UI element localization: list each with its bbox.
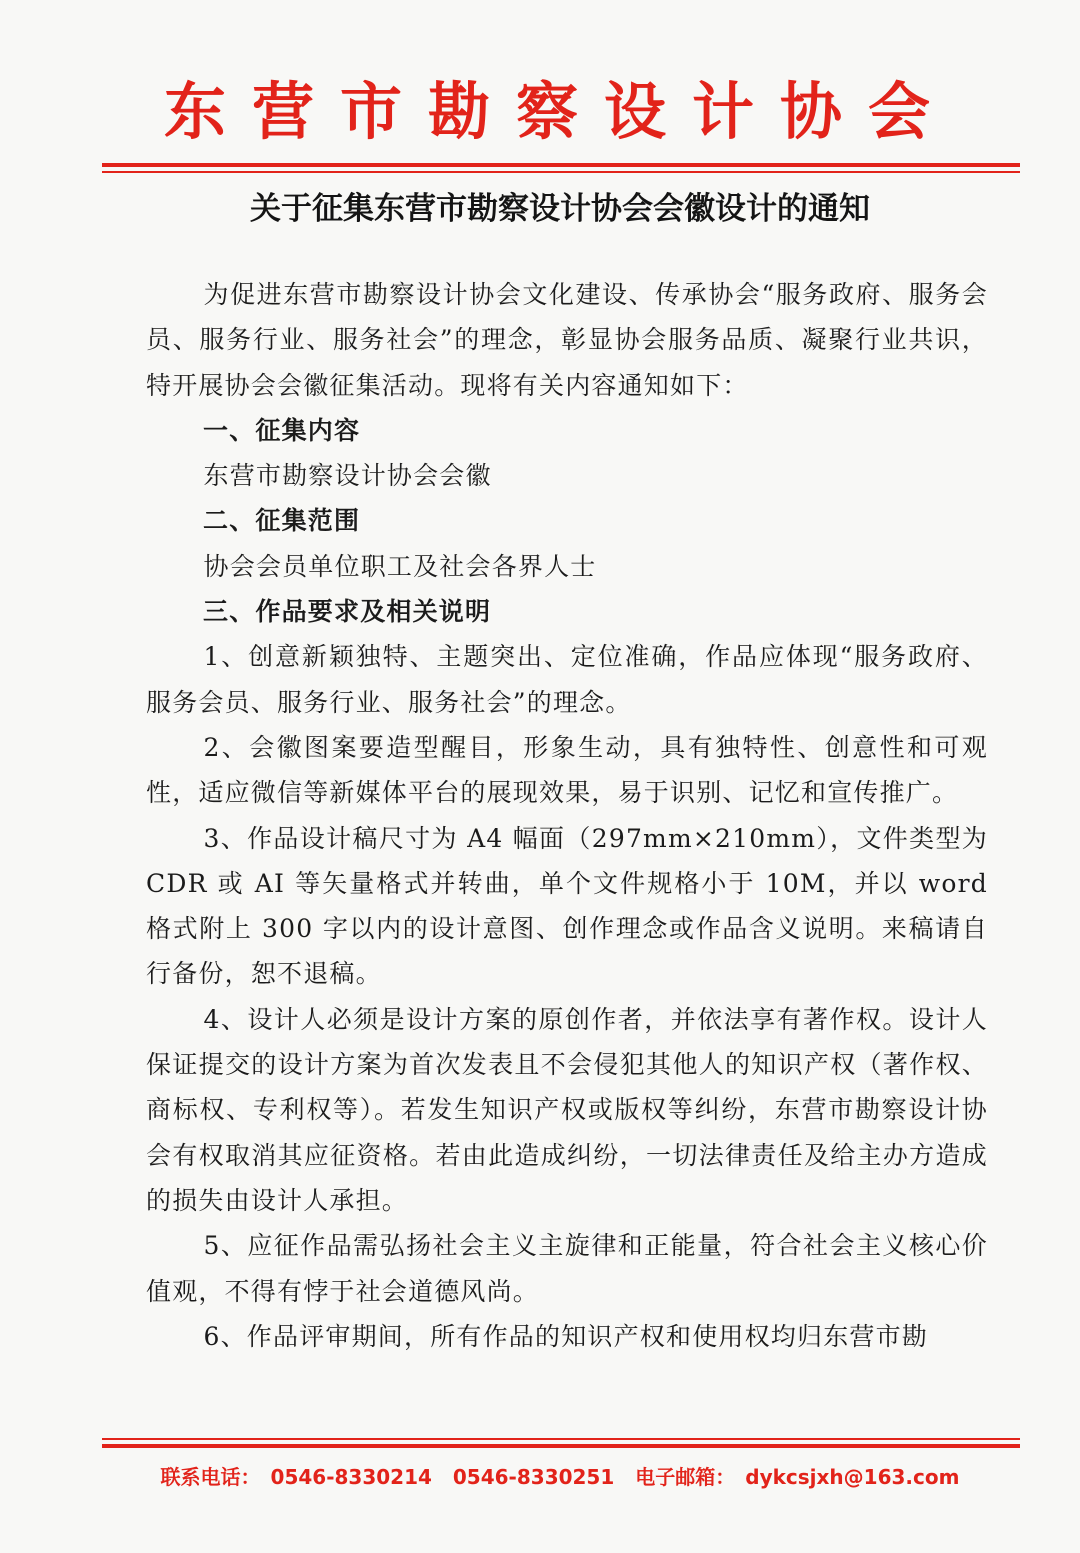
footer-contact [100,1459,1020,1495]
notice-title: 关于征集东营市勘察设计协会会徽设计的通知 [250,191,870,227]
section-text-content: 东营市勘察设计协会会徽 [203,461,492,491]
requirement-item: 3、作品设计稿尺寸为 A4 幅面（297mm×210mm），文件类型为 CDR 或 AI 等矢量格式并转曲，单个文件规格小于 10M，并以 word 格式附上 300 字以内的设计意图、创作理念或作品含义说明。来稿请自行备份，恕不退稿。 [146,823,988,989]
footer-rule-thick [102,1444,1020,1448]
phone-number-2: 0546-8330251 [452,1465,615,1489]
requirement-item: 6、作品评审期间，所有作品的知识产权和使用权均归东营市勘 [203,1321,929,1351]
section-heading-requirements: 三、作品要求及相关说明 [203,597,492,627]
requirement-item: 5、应征作品需弘扬社会主义主旋律和正能量，符合社会主义核心价值观，不得有悖于社会道德风尚。 [146,1231,988,1306]
requirement-item: 1、创意新颖独特、主题突出、定位准确，作品应体现“服务政府、服务会员、服务行业、服务社会”的理念。 [146,642,988,717]
letterhead-rule-thick [102,163,1020,167]
letterhead-rule-thin [102,171,1020,173]
phone-number-1: 0546-8330214 [270,1465,432,1489]
section-text-scope: 协会会员单位职工及社会各界人士 [203,551,597,581]
phone-label: 联系电话： [160,1465,261,1489]
letterhead-org-name: 东营市勘察设计协会 [163,75,956,148]
section-heading-content: 一、征集内容 [203,415,361,445]
section-heading-scope: 二、征集范围 [203,506,361,536]
email-address: dykcsjxh@163.com [745,1465,960,1489]
footer-rule-thin [102,1438,1020,1440]
requirement-item: 4、设计人必须是设计方案的原创作者，并依法享有著作权。设计人保证提交的设计方案为首次发表且不会侵犯其他人的知识产权（著作权、商标权、专利权等）。若发生知识产权或版权等纠纷，东营市勘察设计协会有权取消其应征资格。若由此造成纠纷，一切法律责任及给主办方造成的损失由设计人承担。 [146,1004,988,1215]
email-label: 电子邮箱： [635,1465,736,1489]
notice-body [146,272,988,1359]
requirement-item: 2、会徽图案要造型醒目，形象生动，具有独特性、创意性和可观性，适应微信等新媒体平台的展现效果，易于识别、记忆和宣传推广。 [146,732,988,808]
intro-paragraph: 为促进东营市勘察设计协会文化建设、传承协会“服务政府、服务会员、服务行业、服务社会”的理念，彰显协会服务品质、凝聚行业共识，特开展协会会徽征集活动。现将有关内容通知如下： [146,280,988,400]
